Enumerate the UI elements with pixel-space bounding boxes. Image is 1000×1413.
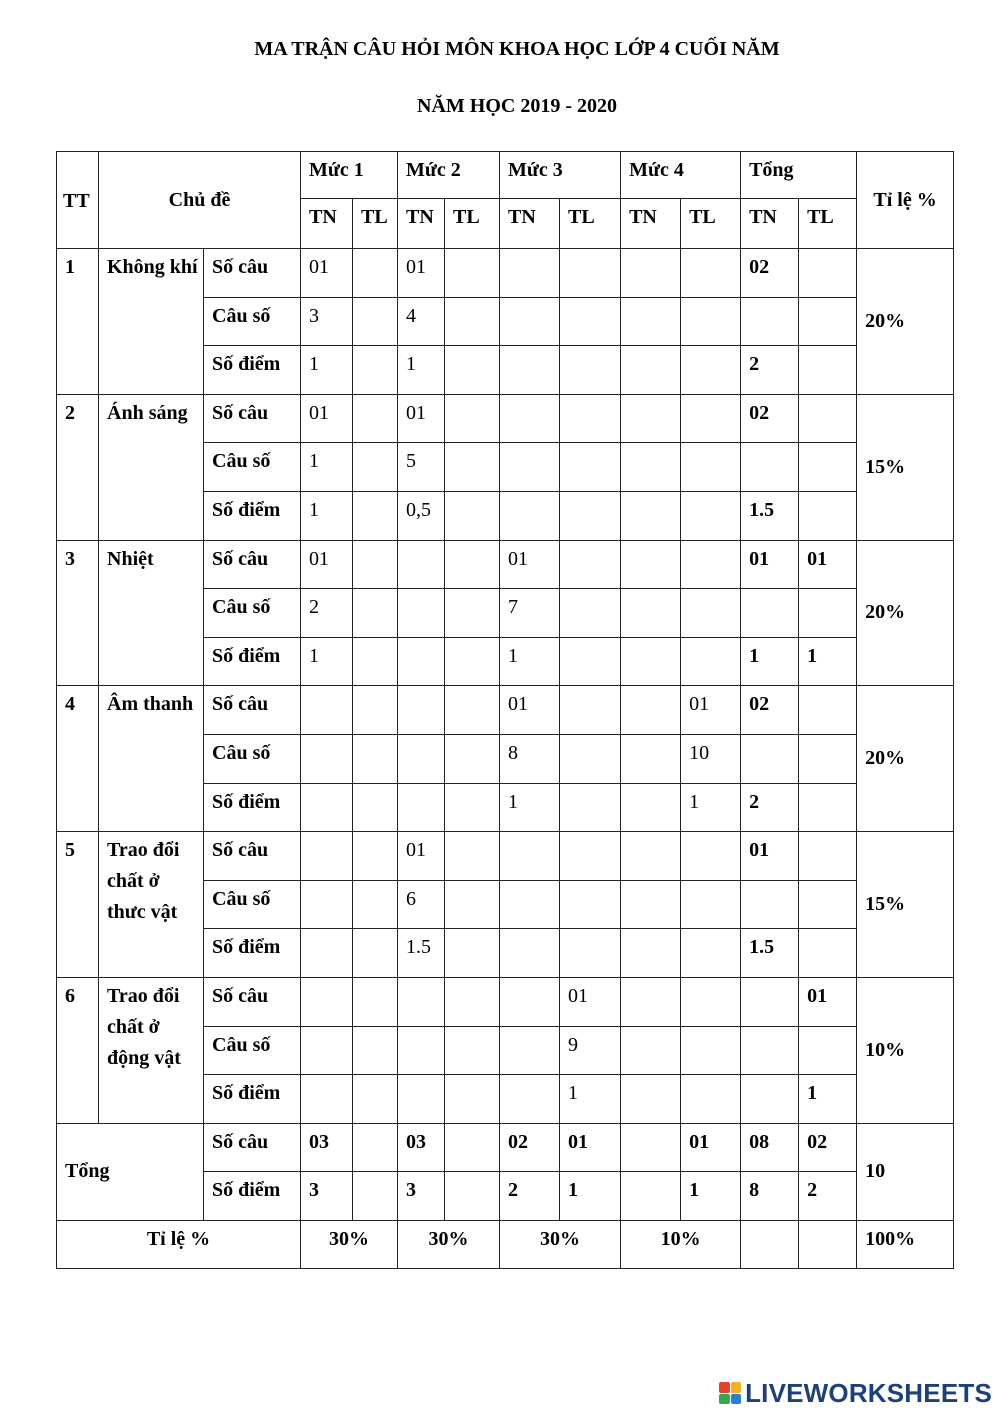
matrix-cell <box>445 637 500 686</box>
matrix-cell <box>681 589 741 638</box>
matrix-cell <box>621 880 681 929</box>
matrix-cell <box>353 394 398 443</box>
matrix-cell <box>301 686 353 735</box>
topic-ratio: 20% <box>857 686 954 832</box>
matrix-cell <box>445 977 500 1026</box>
total-cell: 02 <box>500 1123 560 1172</box>
matrix-cell: 7 <box>500 589 560 638</box>
header-ratio: Tỉ lệ % <box>857 152 954 249</box>
matrix-cell <box>353 443 398 492</box>
ratio-total-tl <box>799 1220 857 1269</box>
matrix-cell: 1 <box>741 637 799 686</box>
table-row <box>57 394 954 443</box>
matrix-cell <box>353 832 398 881</box>
matrix-cell <box>681 977 741 1026</box>
matrix-cell <box>500 977 560 1026</box>
matrix-cell <box>560 491 621 540</box>
matrix-cell <box>301 880 353 929</box>
matrix-cell <box>799 249 857 298</box>
matrix-cell <box>741 1026 799 1075</box>
matrix-cell: 5 <box>398 443 445 492</box>
total-cell: 08 <box>741 1123 799 1172</box>
matrix-cell <box>621 443 681 492</box>
matrix-cell: 2 <box>741 783 799 832</box>
matrix-cell: 1 <box>301 637 353 686</box>
matrix-cell <box>681 1075 741 1124</box>
matrix-cell <box>398 1026 445 1075</box>
matrix-cell <box>353 637 398 686</box>
matrix-cell <box>799 491 857 540</box>
matrix-cell: 1 <box>301 443 353 492</box>
matrix-cell <box>621 249 681 298</box>
header-total: Tổng <box>741 152 857 199</box>
row-label: Câu số <box>204 880 301 929</box>
row-label: Câu số <box>204 1026 301 1075</box>
topic-ratio: 20% <box>857 540 954 686</box>
row-label: Câu số <box>204 589 301 638</box>
matrix-cell <box>560 686 621 735</box>
matrix-cell <box>799 346 857 395</box>
matrix-cell <box>560 832 621 881</box>
total-cell: 2 <box>799 1172 857 1221</box>
matrix-cell <box>560 443 621 492</box>
matrix-cell <box>799 394 857 443</box>
matrix-cell <box>741 880 799 929</box>
matrix-cell: 1 <box>500 637 560 686</box>
matrix-cell <box>799 734 857 783</box>
row-label: Số câu <box>204 832 301 881</box>
table-row <box>57 540 954 589</box>
matrix-cell <box>500 346 560 395</box>
total-cell <box>445 1123 500 1172</box>
header-sub-tl: TL <box>353 199 398 249</box>
matrix-cell: 2 <box>301 589 353 638</box>
topic-number: 4 <box>57 686 99 832</box>
matrix-cell <box>621 929 681 978</box>
matrix-cell <box>301 1026 353 1075</box>
matrix-cell <box>445 783 500 832</box>
total-row <box>57 1123 954 1172</box>
matrix-cell <box>353 686 398 735</box>
matrix-cell <box>398 540 445 589</box>
school-year-subtitle: NĂM HỌC 2019 - 2020 <box>417 95 617 117</box>
header-sub-tl: TL <box>445 199 500 249</box>
matrix-cell <box>353 346 398 395</box>
matrix-cell: 10 <box>681 734 741 783</box>
total-cell: 1 <box>560 1172 621 1221</box>
matrix-cell <box>353 491 398 540</box>
matrix-cell <box>301 734 353 783</box>
ratio-label: Tỉ lệ % <box>57 1220 301 1269</box>
matrix-cell <box>799 832 857 881</box>
total-cell: 01 <box>681 1123 741 1172</box>
topic-ratio: 10% <box>857 977 954 1123</box>
question-matrix-table <box>56 151 954 1269</box>
matrix-cell: 1.5 <box>741 491 799 540</box>
total-cell: 2 <box>500 1172 560 1221</box>
row-label: Số điểm <box>204 346 301 395</box>
matrix-cell <box>560 783 621 832</box>
matrix-cell <box>741 977 799 1026</box>
matrix-cell: 1 <box>500 783 560 832</box>
row-label: Số điểm <box>204 637 301 686</box>
ratio-level-4: 10% <box>621 1220 741 1269</box>
matrix-cell <box>741 1075 799 1124</box>
matrix-cell <box>301 832 353 881</box>
matrix-cell <box>500 297 560 346</box>
matrix-cell <box>445 832 500 881</box>
matrix-cell <box>681 249 741 298</box>
topic-name: Trao đổi chất ở thưc vật <box>99 832 204 978</box>
matrix-cell: 01 <box>799 540 857 589</box>
matrix-cell: 02 <box>741 686 799 735</box>
matrix-cell <box>681 346 741 395</box>
topic-ratio: 20% <box>857 249 954 395</box>
matrix-cell <box>560 637 621 686</box>
matrix-cell <box>681 394 741 443</box>
matrix-cell <box>621 637 681 686</box>
matrix-cell: 01 <box>741 832 799 881</box>
ratio-total-tn <box>741 1220 799 1269</box>
row-label: Số câu <box>204 977 301 1026</box>
ratio-total: 100% <box>857 1220 954 1269</box>
liveworksheets-logo-icon <box>719 1382 741 1404</box>
header-level-4: Mức 4 <box>621 152 741 199</box>
matrix-cell <box>445 1075 500 1124</box>
matrix-cell <box>621 346 681 395</box>
row-label: Câu số <box>204 443 301 492</box>
row-label: Số điểm <box>204 929 301 978</box>
matrix-cell: 9 <box>560 1026 621 1075</box>
matrix-cell: 8 <box>500 734 560 783</box>
total-label: Tổng <box>57 1123 204 1220</box>
total-cell <box>621 1123 681 1172</box>
matrix-cell <box>621 589 681 638</box>
row-label: Số câu <box>204 249 301 298</box>
matrix-cell <box>681 929 741 978</box>
matrix-cell <box>353 589 398 638</box>
matrix-cell <box>445 491 500 540</box>
matrix-cell <box>560 540 621 589</box>
topic-name: Trao đổi chất ở động vật <box>99 977 204 1123</box>
matrix-cell <box>799 686 857 735</box>
row-label: Số điểm <box>204 1172 301 1221</box>
topic-name: Không khí <box>99 249 204 395</box>
total-cell <box>445 1172 500 1221</box>
header-level-2: Mức 2 <box>398 152 500 199</box>
header-level-1: Mức 1 <box>301 152 398 199</box>
matrix-cell <box>500 880 560 929</box>
matrix-cell <box>560 880 621 929</box>
matrix-cell <box>621 1026 681 1075</box>
matrix-cell <box>560 929 621 978</box>
matrix-cell: 01 <box>799 977 857 1026</box>
total-cell: 03 <box>301 1123 353 1172</box>
table-row <box>57 832 954 881</box>
matrix-cell <box>621 394 681 443</box>
matrix-cell <box>398 977 445 1026</box>
ratio-level-2: 30% <box>398 1220 500 1269</box>
matrix-cell <box>621 297 681 346</box>
matrix-cell: 1 <box>301 491 353 540</box>
topic-name: Ánh sáng <box>99 394 204 540</box>
row-label: Số câu <box>204 540 301 589</box>
matrix-cell <box>681 832 741 881</box>
header-level-3: Mức 3 <box>500 152 621 199</box>
header-sub-tl: TL <box>799 199 857 249</box>
table-row <box>57 249 954 298</box>
row-label: Số câu <box>204 394 301 443</box>
matrix-cell <box>500 929 560 978</box>
row-label: Số câu <box>204 1123 301 1172</box>
matrix-cell <box>445 249 500 298</box>
matrix-cell <box>445 929 500 978</box>
total-cell: 3 <box>398 1172 445 1221</box>
ratio-level-3: 30% <box>500 1220 621 1269</box>
matrix-cell <box>353 734 398 783</box>
ratio-row <box>57 1220 954 1269</box>
topic-number: 3 <box>57 540 99 686</box>
matrix-cell <box>398 637 445 686</box>
matrix-cell <box>799 443 857 492</box>
matrix-cell <box>500 832 560 881</box>
total-cell: 1 <box>681 1172 741 1221</box>
matrix-cell <box>621 686 681 735</box>
matrix-cell <box>445 589 500 638</box>
table-row <box>57 977 954 1026</box>
matrix-cell <box>445 880 500 929</box>
matrix-cell: 0,5 <box>398 491 445 540</box>
matrix-cell <box>741 734 799 783</box>
matrix-cell <box>445 540 500 589</box>
topic-number: 2 <box>57 394 99 540</box>
matrix-cell: 1.5 <box>398 929 445 978</box>
matrix-cell: 01 <box>560 977 621 1026</box>
matrix-cell <box>741 589 799 638</box>
matrix-cell <box>398 783 445 832</box>
header-sub-tn: TN <box>621 199 681 249</box>
table-row <box>57 686 954 735</box>
matrix-cell <box>301 783 353 832</box>
matrix-cell: 01 <box>398 832 445 881</box>
matrix-cell: 01 <box>398 394 445 443</box>
matrix-cell <box>741 297 799 346</box>
matrix-cell <box>353 297 398 346</box>
matrix-cell: 01 <box>301 249 353 298</box>
matrix-cell <box>741 443 799 492</box>
matrix-cell <box>500 491 560 540</box>
matrix-cell <box>681 297 741 346</box>
matrix-cell: 01 <box>500 686 560 735</box>
matrix-cell <box>500 249 560 298</box>
matrix-cell: 1 <box>398 346 445 395</box>
header-topic: Chủ đề <box>99 152 301 249</box>
matrix-cell: 1 <box>799 1075 857 1124</box>
matrix-cell <box>398 686 445 735</box>
matrix-cell <box>681 1026 741 1075</box>
topic-number: 6 <box>57 977 99 1123</box>
matrix-cell: 1.5 <box>741 929 799 978</box>
liveworksheets-logo-text: LIVEWORKSHEETS <box>745 1377 992 1408</box>
matrix-cell: 01 <box>681 686 741 735</box>
row-label: Số câu <box>204 686 301 735</box>
matrix-cell: 2 <box>741 346 799 395</box>
topic-ratio: 15% <box>857 394 954 540</box>
matrix-cell: 4 <box>398 297 445 346</box>
matrix-cell <box>500 394 560 443</box>
topic-number: 1 <box>57 249 99 395</box>
row-label: Câu số <box>204 734 301 783</box>
total-cell <box>621 1172 681 1221</box>
matrix-cell <box>301 1075 353 1124</box>
total-cell: 01 <box>560 1123 621 1172</box>
matrix-cell <box>799 1026 857 1075</box>
header-sub-tn: TN <box>398 199 445 249</box>
matrix-cell <box>500 1026 560 1075</box>
matrix-cell <box>445 346 500 395</box>
matrix-cell <box>560 394 621 443</box>
matrix-cell <box>621 540 681 589</box>
matrix-cell <box>353 783 398 832</box>
matrix-cell <box>799 297 857 346</box>
matrix-cell: 01 <box>301 394 353 443</box>
matrix-cell: 01 <box>301 540 353 589</box>
matrix-cell <box>621 832 681 881</box>
matrix-cell <box>445 443 500 492</box>
total-cell: 03 <box>398 1123 445 1172</box>
matrix-cell: 1 <box>681 783 741 832</box>
matrix-cell <box>621 1075 681 1124</box>
matrix-cell <box>353 880 398 929</box>
matrix-cell: 1 <box>560 1075 621 1124</box>
header-sub-tl: TL <box>560 199 621 249</box>
matrix-cell <box>353 977 398 1026</box>
topic-name: Âm thanh <box>99 686 204 832</box>
total-count: 10 <box>857 1123 954 1220</box>
matrix-cell: 6 <box>398 880 445 929</box>
matrix-cell <box>301 977 353 1026</box>
matrix-cell <box>560 346 621 395</box>
matrix-cell: 02 <box>741 394 799 443</box>
matrix-cell <box>621 977 681 1026</box>
matrix-cell <box>560 297 621 346</box>
matrix-cell <box>398 589 445 638</box>
matrix-cell <box>445 1026 500 1075</box>
matrix-cell <box>681 880 741 929</box>
matrix-cell: 01 <box>500 540 560 589</box>
matrix-cell <box>560 734 621 783</box>
header-tt: TT <box>57 152 99 249</box>
matrix-cell: 01 <box>398 249 445 298</box>
row-label: Câu số <box>204 297 301 346</box>
matrix-cell <box>681 637 741 686</box>
matrix-cell <box>560 589 621 638</box>
matrix-cell <box>353 249 398 298</box>
header-sub-tl: TL <box>681 199 741 249</box>
header-sub-tn: TN <box>741 199 799 249</box>
total-cell: 02 <box>799 1123 857 1172</box>
total-cell <box>353 1172 398 1221</box>
matrix-cell <box>500 443 560 492</box>
matrix-cell: 01 <box>741 540 799 589</box>
matrix-cell <box>681 540 741 589</box>
header-sub-tn: TN <box>301 199 353 249</box>
matrix-cell <box>353 540 398 589</box>
matrix-cell <box>353 1075 398 1124</box>
matrix-cell <box>621 783 681 832</box>
matrix-cell: 1 <box>799 637 857 686</box>
row-label: Số điểm <box>204 783 301 832</box>
document-title: MA TRẬN CÂU HỎI MÔN KHOA HỌC LỚP 4 CUỐI NĂM <box>254 38 780 60</box>
header-sub-tn: TN <box>500 199 560 249</box>
total-cell <box>353 1123 398 1172</box>
matrix-cell <box>445 297 500 346</box>
matrix-cell <box>560 249 621 298</box>
matrix-cell <box>799 929 857 978</box>
ratio-level-1: 30% <box>301 1220 398 1269</box>
row-label: Số điểm <box>204 1075 301 1124</box>
topic-name: Nhiệt <box>99 540 204 686</box>
matrix-cell <box>621 734 681 783</box>
matrix-cell: 02 <box>741 249 799 298</box>
matrix-cell <box>681 491 741 540</box>
matrix-cell <box>799 589 857 638</box>
topic-ratio: 15% <box>857 832 954 978</box>
matrix-cell <box>445 394 500 443</box>
matrix-cell: 3 <box>301 297 353 346</box>
matrix-cell <box>398 734 445 783</box>
matrix-cell <box>398 1075 445 1124</box>
matrix-cell <box>353 1026 398 1075</box>
matrix-cell <box>799 783 857 832</box>
matrix-cell <box>799 880 857 929</box>
matrix-cell <box>445 686 500 735</box>
total-cell: 8 <box>741 1172 799 1221</box>
matrix-cell: 1 <box>301 346 353 395</box>
matrix-cell <box>353 929 398 978</box>
liveworksheets-logo <box>719 1378 992 1408</box>
matrix-cell <box>681 443 741 492</box>
matrix-cell <box>301 929 353 978</box>
matrix-cell <box>621 491 681 540</box>
total-cell: 3 <box>301 1172 353 1221</box>
topic-number: 5 <box>57 832 99 978</box>
matrix-cell <box>445 734 500 783</box>
matrix-cell <box>500 1075 560 1124</box>
row-label: Số điểm <box>204 491 301 540</box>
